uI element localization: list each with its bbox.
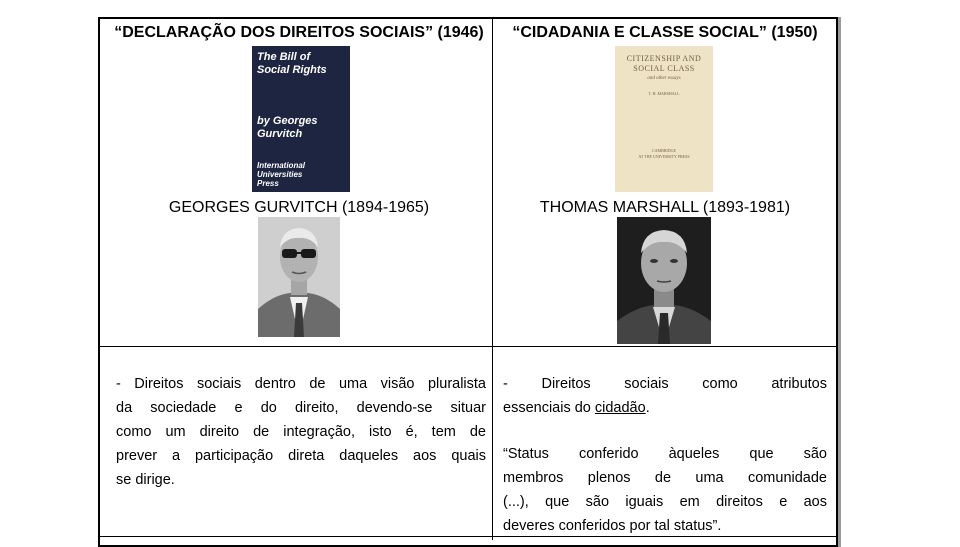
text-line (503, 396, 827, 420)
text-line: da sociedade e do direito, devendo-se situar (116, 400, 486, 416)
book-publisher-line2: AT THE UNIVERSITY PRESS (638, 154, 690, 159)
quote-line: membros plenos de uma comunidade (503, 470, 827, 486)
marshall-photo (617, 217, 711, 344)
text-line: prever a participação direta daqueles aos quais (116, 448, 486, 464)
gurvitch-photo (258, 217, 340, 337)
text-line: como um direito de integração, isto é, tem de (116, 424, 486, 440)
text-line: - Direitos sociais como atributos (503, 376, 827, 392)
marshall-name: THOMAS MARSHALL (1893-1981) (539, 199, 791, 216)
marshall-book-cover (615, 46, 713, 192)
book-title-line1: CITIZENSHIP AND (626, 54, 702, 63)
right-title: “CIDADANIA E CLASSE SOCIAL” (1950) (512, 24, 818, 41)
left-title: “DECLARAÇÃO DOS DIREITOS SOCIAIS” (1946) (114, 24, 484, 41)
book-author-line1: by Georges (257, 115, 318, 127)
book-author-line2: Gurvitch (257, 128, 303, 140)
marshall-quote (503, 442, 827, 538)
text-line: - Direitos sociais dentro de uma visão pluralista (116, 376, 486, 392)
marshall-description (503, 372, 827, 420)
book-title-line1: The Bill of (257, 51, 311, 63)
book-publisher-line2: Press (257, 179, 279, 188)
text-line: se dirige. (116, 472, 175, 488)
column-divider (492, 18, 493, 540)
book-author: T. H. MARSHALL (648, 91, 680, 96)
book-title-line2: Social Rights (257, 64, 327, 76)
text-suffix: . (645, 400, 650, 416)
text-prefix: essenciais do (503, 400, 595, 416)
book-publisher-line1: International Universities (257, 161, 306, 179)
quote-line: deveres conferidos por tal status”. (503, 518, 722, 534)
book-title-line2: SOCIAL CLASS (633, 64, 695, 73)
gurvitch-book-cover (252, 46, 350, 192)
gurvitch-name: GEORGES GURVITCH (1894-1965) (168, 199, 430, 216)
row-divider (99, 346, 837, 347)
book-subtitle: and other essays (647, 76, 681, 81)
gurvitch-description (116, 372, 486, 492)
underlined-term: cidadão (594, 400, 646, 416)
book-publisher-line1: CAMBRIDGE (651, 148, 676, 153)
quote-line: “Status conferido àqueles que são (503, 446, 827, 462)
quote-line: (...), que são iguais em direitos e aos (503, 494, 827, 510)
